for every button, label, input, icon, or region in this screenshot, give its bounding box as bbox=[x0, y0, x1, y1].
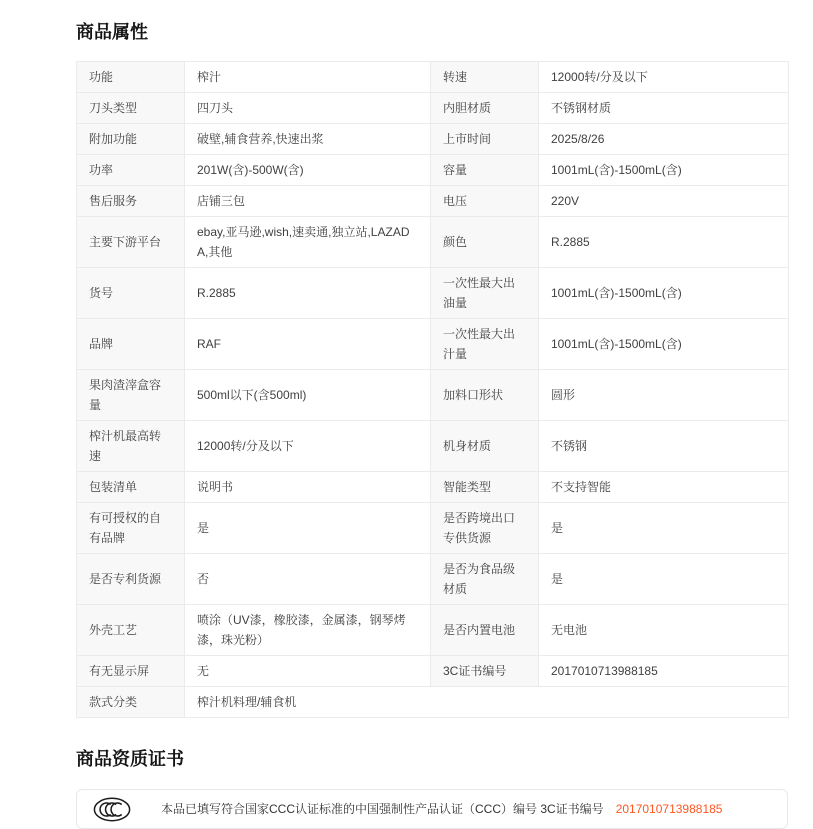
attribute-label: 附加功能 bbox=[77, 124, 185, 155]
table-row bbox=[77, 155, 789, 186]
table-row bbox=[77, 62, 789, 93]
attribute-label: 上市时间 bbox=[431, 124, 539, 155]
attribute-label: 外壳工艺 bbox=[77, 605, 185, 656]
attribute-value: 不锈钢材质 bbox=[539, 93, 789, 124]
attribute-label: 品牌 bbox=[77, 319, 185, 370]
attribute-label: 包装清单 bbox=[77, 472, 185, 503]
attribute-label: 智能类型 bbox=[431, 472, 539, 503]
attribute-value: R.2885 bbox=[185, 268, 431, 319]
table-row bbox=[77, 421, 789, 472]
attribute-value: 四刀头 bbox=[185, 93, 431, 124]
attribute-value: 榨汁机料理/辅食机 bbox=[185, 687, 789, 718]
table-row bbox=[77, 472, 789, 503]
attribute-value: 是 bbox=[185, 503, 431, 554]
table-row bbox=[77, 93, 789, 124]
attribute-value: 2017010713988185 bbox=[539, 656, 789, 687]
table-row bbox=[77, 217, 789, 268]
attribute-value: 不支持智能 bbox=[539, 472, 789, 503]
attribute-label: 容量 bbox=[431, 155, 539, 186]
table-row bbox=[77, 370, 789, 421]
attribute-label: 有可授权的自有品牌 bbox=[77, 503, 185, 554]
attribute-label: 一次性最大出油量 bbox=[431, 268, 539, 319]
attribute-label: 榨汁机最高转速 bbox=[77, 421, 185, 472]
attribute-value: R.2885 bbox=[539, 217, 789, 268]
table-row bbox=[77, 687, 789, 718]
attribute-label: 机身材质 bbox=[431, 421, 539, 472]
attribute-value: 店铺三包 bbox=[185, 186, 431, 217]
attribute-label: 电压 bbox=[431, 186, 539, 217]
cert-number[interactable]: 2017010713988185 bbox=[615, 802, 723, 816]
attribute-value: ebay,亚马逊,wish,速卖通,独立站,LAZADA,其他 bbox=[185, 217, 431, 268]
attribute-value: 1001mL(含)-1500mL(含) bbox=[539, 268, 789, 319]
attribute-value: 1001mL(含)-1500mL(含) bbox=[539, 319, 789, 370]
table-row bbox=[77, 186, 789, 217]
ccc-certification-icon bbox=[93, 796, 131, 823]
attribute-label: 一次性最大出汁量 bbox=[431, 319, 539, 370]
certificate-banner bbox=[76, 789, 788, 829]
attribute-value: 是 bbox=[539, 503, 789, 554]
attribute-label: 是否为食品级材质 bbox=[431, 554, 539, 605]
table-row bbox=[77, 656, 789, 687]
attribute-label: 款式分类 bbox=[77, 687, 185, 718]
table-row bbox=[77, 268, 789, 319]
certificate-statement bbox=[161, 800, 722, 818]
attributes-table bbox=[76, 61, 789, 718]
attribute-label: 功率 bbox=[77, 155, 185, 186]
attribute-value: 破壁,辅食营养,快速出浆 bbox=[185, 124, 431, 155]
attribute-label: 售后服务 bbox=[77, 186, 185, 217]
table-row bbox=[77, 124, 789, 155]
attribute-label: 果肉渣滓盒容量 bbox=[77, 370, 185, 421]
attributes-section-title: 商品属性 bbox=[76, 22, 148, 42]
attribute-value: 1001mL(含)-1500mL(含) bbox=[539, 155, 789, 186]
attribute-value: 220V bbox=[539, 186, 789, 217]
attribute-label: 主要下游平台 bbox=[77, 217, 185, 268]
attribute-value: 喷涂（UV漆，橡胶漆，金属漆，钢琴烤漆，珠光粉） bbox=[185, 605, 431, 656]
attribute-label: 刀头类型 bbox=[77, 93, 185, 124]
attribute-value: 无 bbox=[185, 656, 431, 687]
attribute-label: 加料口形状 bbox=[431, 370, 539, 421]
attribute-label: 货号 bbox=[77, 268, 185, 319]
attribute-value: RAF bbox=[185, 319, 431, 370]
table-row bbox=[77, 605, 789, 656]
certificate-section-title: 商品资质证书 bbox=[76, 749, 184, 769]
attribute-value: 否 bbox=[185, 554, 431, 605]
attribute-value: 圆形 bbox=[539, 370, 789, 421]
certificate-statement-text: 本品已填写符合国家CCC认证标准的中国强制性产品认证（CCC）编号 3C证书编号 bbox=[161, 802, 604, 816]
attribute-value: 2025/8/26 bbox=[539, 124, 789, 155]
attribute-label: 是否跨境出口专供货源 bbox=[431, 503, 539, 554]
attribute-label: 内胆材质 bbox=[431, 93, 539, 124]
attribute-value: 不锈钢 bbox=[539, 421, 789, 472]
attribute-label: 功能 bbox=[77, 62, 185, 93]
attribute-label: 是否专利货源 bbox=[77, 554, 185, 605]
attribute-label: 颜色 bbox=[431, 217, 539, 268]
table-row bbox=[77, 503, 789, 554]
attribute-value: 12000转/分及以下 bbox=[185, 421, 431, 472]
attribute-value: 无电池 bbox=[539, 605, 789, 656]
attribute-value: 榨汁 bbox=[185, 62, 431, 93]
attribute-value: 是 bbox=[539, 554, 789, 605]
attribute-value: 201W(含)-500W(含) bbox=[185, 155, 431, 186]
attribute-value: 500ml以下(含500ml) bbox=[185, 370, 431, 421]
attribute-label: 是否内置电池 bbox=[431, 605, 539, 656]
attribute-label: 转速 bbox=[431, 62, 539, 93]
attribute-value: 说明书 bbox=[185, 472, 431, 503]
attributes-table-body bbox=[77, 62, 789, 718]
page-content bbox=[76, 0, 788, 829]
table-row bbox=[77, 554, 789, 605]
attribute-label: 有无显示屏 bbox=[77, 656, 185, 687]
attribute-label: 3C证书编号 bbox=[431, 656, 539, 687]
table-row bbox=[77, 319, 789, 370]
attribute-value: 12000转/分及以下 bbox=[539, 62, 789, 93]
